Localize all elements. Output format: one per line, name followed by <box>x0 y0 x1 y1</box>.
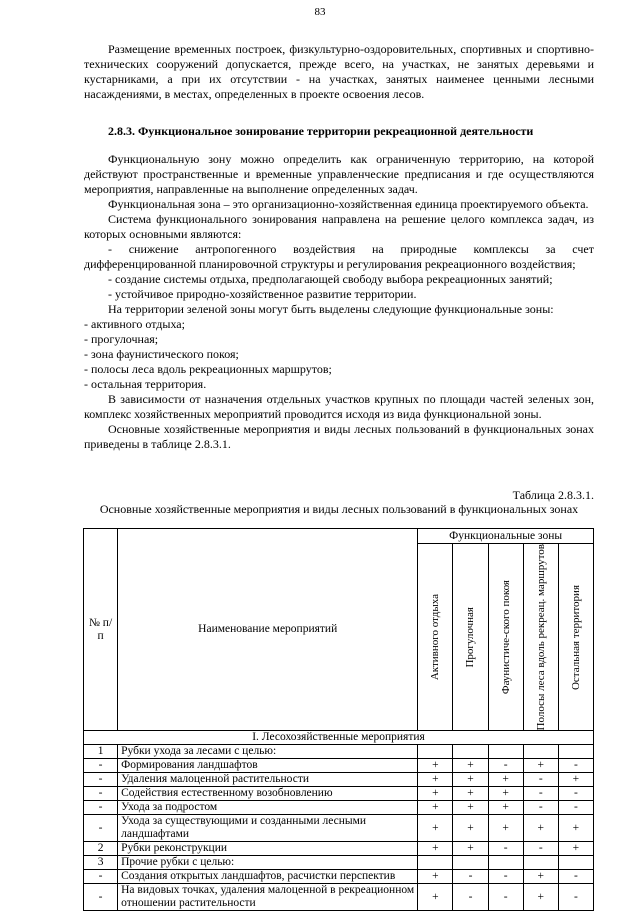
row-number: - <box>84 870 118 884</box>
table-caption: Таблица 2.8.3.1. <box>512 488 594 502</box>
table-section-row <box>84 731 594 745</box>
section-heading: 2.8.3. Функциональное зонирование территории рекреационной деятельности <box>108 124 534 138</box>
row-mark: + <box>523 884 558 911</box>
intro-block <box>84 42 594 102</box>
row-number: - <box>84 759 118 773</box>
row-mark: + <box>558 815 593 842</box>
row-mark: + <box>523 815 558 842</box>
table-row <box>84 842 594 856</box>
row-mark <box>453 745 488 759</box>
row-mark: + <box>558 773 593 787</box>
zone-item: - зона фаунистического покоя; <box>84 347 239 361</box>
table-row <box>84 856 594 870</box>
zone-column-label: Прогулочная <box>464 606 477 668</box>
task-item: - устойчивое природно-хозяйственное развитие территории. <box>108 287 417 301</box>
row-mark: - <box>523 842 558 856</box>
row-mark: - <box>453 884 488 911</box>
paragraph: Функциональную зону можно определить как ограниченную территорию, на которой действуют пространственные и временные управленческие предписания и где осуществляются мероприятия, направленные на выполнение определенных задач. <box>84 152 594 196</box>
row-mark: - <box>523 773 558 787</box>
row-mark: + <box>488 801 523 815</box>
zone-item: - полосы леса вдоль рекреационных маршрутов; <box>84 362 332 376</box>
row-mark <box>418 745 453 759</box>
zones-header: Функциональные зоны <box>418 529 594 544</box>
zone-column-label: Фаунистиче-ского покоя <box>499 580 512 695</box>
row-mark: + <box>523 759 558 773</box>
row-mark: + <box>488 815 523 842</box>
zones-intro: На территории зеленой зоны могут быть выделены следующие функциональные зоны: <box>108 302 554 316</box>
row-mark: + <box>418 815 453 842</box>
row-mark: + <box>453 773 488 787</box>
zone-item: - остальная территория. <box>84 377 207 391</box>
row-name: На видовых точках, удаления малоценной в рекреационном отношении растительности <box>118 884 418 911</box>
paragraph: Система функционального зонирования направлена на решение целого комплекса задач, из которых основными являются: <box>84 212 594 241</box>
row-mark: + <box>418 773 453 787</box>
row-mark: + <box>558 842 593 856</box>
table-title: Основные хозяйственные мероприятия и виды лесных пользований в функциональных зонах <box>99 502 579 516</box>
row-name: Удаления малоценной растительности <box>118 773 418 787</box>
zone-column-header <box>488 544 523 731</box>
row-number: - <box>84 815 118 842</box>
row-mark: - <box>558 884 593 911</box>
row-name: Создания открытых ландшафтов, расчистки перспектив <box>118 870 418 884</box>
row-name: Прочие рубки с целью: <box>118 856 418 870</box>
paragraph: Функциональная зона – это организационно-хозяйственная единица проектируемого объекта. <box>108 197 589 211</box>
row-mark: - <box>488 759 523 773</box>
row-mark: + <box>523 870 558 884</box>
paragraph: В зависимости от назначения отдельных участков крупных по площади частей зеленых зон, комплекс хозяйственных мероприятий проводится исходя из вида функциональной зоны. <box>84 392 594 421</box>
row-name: Содействия естественному возобновлению <box>118 787 418 801</box>
table-row <box>84 759 594 773</box>
row-mark: + <box>453 759 488 773</box>
row-mark: + <box>418 787 453 801</box>
row-number: - <box>84 884 118 911</box>
row-mark <box>558 745 593 759</box>
row-number: 2 <box>84 842 118 856</box>
measures-table <box>83 528 594 911</box>
body-block <box>84 152 594 452</box>
row-mark: + <box>418 759 453 773</box>
row-mark: + <box>418 884 453 911</box>
table-row <box>84 801 594 815</box>
row-mark: - <box>453 870 488 884</box>
row-name: Рубки ухода за лесами с целью: <box>118 745 418 759</box>
task-item: - снижение антропогенного воздействия на природные комплексы за счет дифференцированной планировочной структуры и регулирования рекреационного воздействия; <box>84 242 594 271</box>
row-mark: - <box>558 759 593 773</box>
row-mark: + <box>488 773 523 787</box>
row-mark <box>488 745 523 759</box>
row-mark: - <box>523 787 558 801</box>
row-mark: + <box>418 870 453 884</box>
section-block <box>84 124 594 139</box>
row-mark: - <box>488 842 523 856</box>
row-mark <box>418 856 453 870</box>
row-mark: - <box>558 787 593 801</box>
row-mark: + <box>453 842 488 856</box>
row-mark <box>523 856 558 870</box>
zone-column-header <box>453 544 488 731</box>
table-row <box>84 787 594 801</box>
row-mark: - <box>558 870 593 884</box>
row-mark: + <box>453 787 488 801</box>
row-name: Формирования ландшафтов <box>118 759 418 773</box>
col-num-header: № п/п <box>84 529 118 731</box>
row-mark: + <box>418 801 453 815</box>
row-mark: + <box>453 815 488 842</box>
task-item: - создание системы отдыха, предполагающей свободу выбора рекреационных занятий; <box>108 272 553 286</box>
row-mark: - <box>488 870 523 884</box>
col-name-header: Наименование мероприятий <box>118 529 418 731</box>
row-mark: - <box>523 801 558 815</box>
zone-column-label: Полосы леса вдоль рекреац. маршрутов <box>534 544 547 731</box>
zone-column-label: Активного отдыха <box>429 594 442 681</box>
row-mark: + <box>418 842 453 856</box>
table-row <box>84 773 594 787</box>
table-row <box>84 745 594 759</box>
row-mark <box>488 856 523 870</box>
row-number: - <box>84 773 118 787</box>
table-row <box>84 870 594 884</box>
row-mark: - <box>558 801 593 815</box>
row-mark <box>453 856 488 870</box>
row-number: 1 <box>84 745 118 759</box>
zone-item: - активного отдыха; <box>84 317 185 331</box>
row-name: Ухода за подростом <box>118 801 418 815</box>
zone-column-header <box>418 544 453 731</box>
row-mark: + <box>488 787 523 801</box>
row-mark <box>558 856 593 870</box>
row-name: Рубки реконструкции <box>118 842 418 856</box>
row-number: 3 <box>84 856 118 870</box>
row-number: - <box>84 801 118 815</box>
zone-column-header <box>558 544 593 731</box>
zone-column-header <box>523 544 558 731</box>
row-number: - <box>84 787 118 801</box>
table-row <box>84 884 594 911</box>
table-row <box>84 815 594 842</box>
row-name: Ухода за существующими и созданными лесными ландшафтами <box>118 815 418 842</box>
zone-column-label: Остальная территория <box>569 584 582 690</box>
table-header-row <box>84 529 594 544</box>
zone-item: - прогулочная; <box>84 332 159 346</box>
section-1-label: I. Лесохозяйственные мероприятия <box>84 731 594 745</box>
intro-paragraph: Размещение временных построек, физкультурно-оздоровительных, спортивных и спортивно-технических сооружений допускается, прежде всего, на участках, не занятых деревьями и кустарниками, а при их отсутствии - на участках, занятых наименее ценными лесными насаждениями, в местах, определенных в проекте освоения лесов. <box>84 42 594 101</box>
row-mark: + <box>453 801 488 815</box>
row-mark: - <box>488 884 523 911</box>
paragraph: Основные хозяйственные мероприятия и виды лесных пользований в функциональных зонах приведены в таблице 2.8.3.1. <box>84 422 594 451</box>
row-mark <box>523 745 558 759</box>
page-number: 83 <box>314 6 326 18</box>
